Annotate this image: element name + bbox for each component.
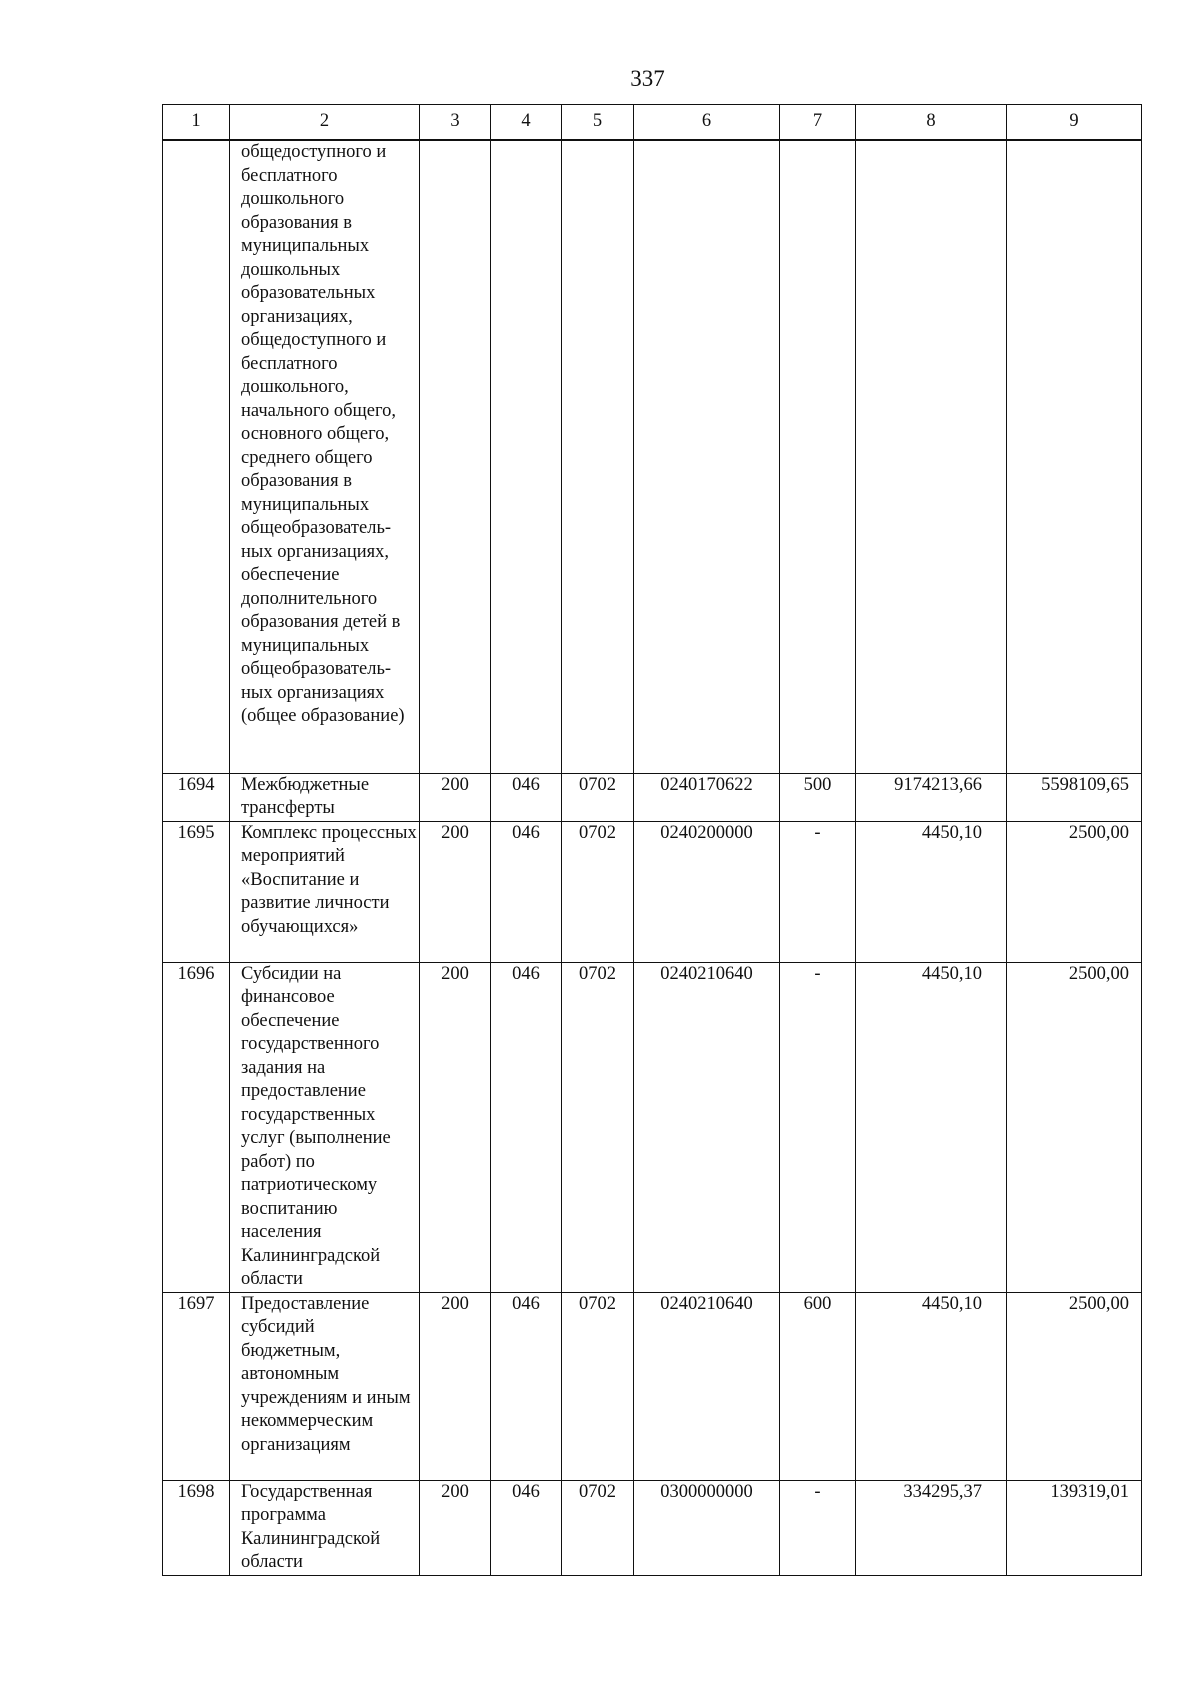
cell-col3: 200 (420, 1292, 491, 1480)
header-row (163, 105, 1142, 141)
budget-table (162, 104, 1142, 1576)
column-header: 7 (780, 105, 856, 141)
cell-col8: 4450,10 (856, 821, 1007, 962)
cell-col8: 4450,10 (856, 1292, 1007, 1480)
cell-col6: 0300000000 (634, 1480, 780, 1575)
cell-col8: 334295,37 (856, 1480, 1007, 1575)
table-row (163, 1480, 1142, 1575)
column-header: 1 (163, 105, 230, 141)
row-number: 1697 (163, 1292, 230, 1480)
cell-col3: 200 (420, 773, 491, 821)
cell-col5: 0702 (562, 1480, 634, 1575)
cell-col9: 139319,01 (1007, 1480, 1142, 1575)
table-row (163, 140, 1142, 773)
row-name: Комплекс процессных мероприятий «Воспитание и развитие личности обучающихся» (230, 821, 420, 962)
cell-col6: 0240210640 (634, 1292, 780, 1480)
cell-col7 (780, 140, 856, 773)
cell-col7: 500 (780, 773, 856, 821)
row-name: Межбюджетные трансферты (230, 773, 420, 821)
column-header: 8 (856, 105, 1007, 141)
row-number: 1695 (163, 821, 230, 962)
column-header: 6 (634, 105, 780, 141)
row-name: Субсидии на финансовое обеспечение государственного задания на предоставление государственных услуг (выполнение работ) по патриотическому воспитанию населения Калининградской области (230, 962, 420, 1292)
cell-col7: - (780, 821, 856, 962)
cell-col5: 0702 (562, 773, 634, 821)
cell-col4: 046 (491, 962, 562, 1292)
cell-col4: 046 (491, 1480, 562, 1575)
cell-col3: 200 (420, 821, 491, 962)
cell-col4: 046 (491, 821, 562, 962)
cell-col7: 600 (780, 1292, 856, 1480)
row-name: Предоставление субсидий бюджетным, автономным учреждениям и иным некоммерческим организациям (230, 1292, 420, 1480)
cell-col3: 200 (420, 962, 491, 1292)
table-row (163, 962, 1142, 1292)
cell-col9: 2500,00 (1007, 821, 1142, 962)
cell-col3: 200 (420, 1480, 491, 1575)
row-name: Государственная программа Калининградской области (230, 1480, 420, 1575)
row-number: 1698 (163, 1480, 230, 1575)
page-number: 337 (630, 66, 665, 91)
cell-col7: - (780, 962, 856, 1292)
cell-col3 (420, 140, 491, 773)
column-header: 3 (420, 105, 491, 141)
cell-col5: 0702 (562, 1292, 634, 1480)
cell-col9: 5598109,65 (1007, 773, 1142, 821)
table-row (163, 773, 1142, 821)
cell-col7: - (780, 1480, 856, 1575)
cell-col5: 0702 (562, 821, 634, 962)
column-header: 4 (491, 105, 562, 141)
cell-col5: 0702 (562, 962, 634, 1292)
cell-col6: 0240210640 (634, 962, 780, 1292)
cell-col8 (856, 140, 1007, 773)
cell-col8: 4450,10 (856, 962, 1007, 1292)
cell-col9 (1007, 140, 1142, 773)
row-number: 1696 (163, 962, 230, 1292)
cell-col4: 046 (491, 1292, 562, 1480)
table-row (163, 821, 1142, 962)
cell-col4 (491, 140, 562, 773)
cell-col4: 046 (491, 773, 562, 821)
cell-col6: 0240170622 (634, 773, 780, 821)
cell-col8: 9174213,66 (856, 773, 1007, 821)
row-number (163, 140, 230, 773)
cell-col6 (634, 140, 780, 773)
row-name: общедоступного и бесплатного дошкольного образования в муниципальных дошкольных образовательных организациях, общедоступного и бесплатного дошкольного, начального общего, основного общего, среднего общего образования в муниципальных общеобразователь-ных организациях, обеспечение дополнительного образования детей в муниципальных общеобразователь-ных организациях (общее образование) (230, 140, 420, 773)
column-header: 2 (230, 105, 420, 141)
cell-col9: 2500,00 (1007, 962, 1142, 1292)
column-header: 9 (1007, 105, 1142, 141)
cell-col9: 2500,00 (1007, 1292, 1142, 1480)
column-header: 5 (562, 105, 634, 141)
cell-col6: 0240200000 (634, 821, 780, 962)
table-row (163, 1292, 1142, 1480)
row-number: 1694 (163, 773, 230, 821)
cell-col5 (562, 140, 634, 773)
